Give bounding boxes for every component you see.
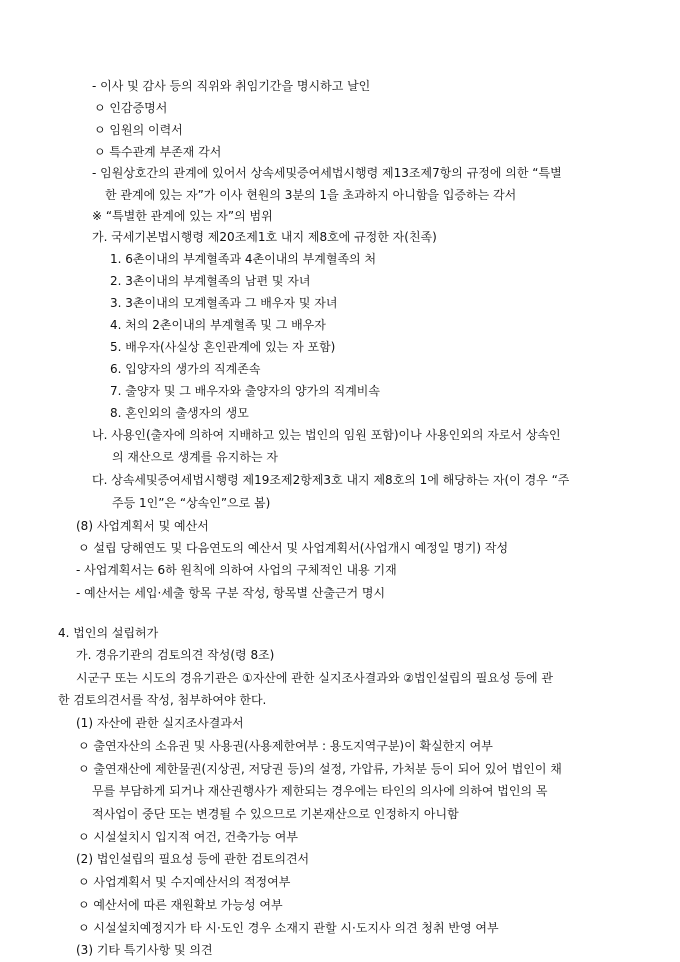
text-line: 가. 경유기관의 검토의견 작성(령 8조) — [76, 648, 275, 662]
text-line: 7. 출양자 및 그 배우자와 출양자의 양가의 직계비속 — [110, 384, 380, 398]
text-line: ㅇ 인감증명서 — [94, 101, 168, 115]
text-line: 한 검토의견서를 작성, 첨부하여야 한다. — [58, 693, 267, 707]
text-line: ㅇ 출연재산에 제한물권(지상권, 저당권 등)의 설정, 가압류, 가처분 등이 되어 있어 법인이 채 — [78, 762, 562, 776]
text-line: ㅇ 시설설치예정지가 타 시·도인 경우 소재지 관할 시·도지사 의견 청취 반영 여부 — [78, 921, 499, 935]
text-line: 시군구 또는 시도의 경유기관은 ①자산에 관한 실지조사결과와 ②법인설립의 필요성 등에 관 — [76, 671, 553, 685]
text-line: (3) 기타 특기사항 및 의견 — [76, 943, 213, 957]
text-line: (2) 법인설립의 필요성 등에 관한 검토의견서 — [76, 852, 310, 866]
text-line: 1. 6촌이내의 부계혈족과 4촌이내의 부계혈족의 처 — [110, 252, 377, 266]
text-line: 8. 혼인외의 출생자의 생모 — [110, 406, 249, 420]
text-line: ㅇ 설립 당해연도 및 다음연도의 예산서 및 사업계획서(사업개시 예정일 명기) 작성 — [78, 541, 509, 555]
text-line: 가. 국세기본법시행령 제20조제1호 내지 제8호에 규정한 자(친족) — [92, 230, 437, 244]
text-line: 한 관계에 있는 자”가 이사 현원의 3분의 1을 초과하지 아니함을 입증하는 각서 — [105, 188, 517, 202]
text-line: ㅇ 사업계획서 및 수지예산서의 적정여부 — [78, 875, 291, 889]
text-line: 적사업이 중단 또는 변경될 수 있으므로 기본재산으로 인정하지 아니함 — [92, 807, 459, 821]
text-line: (1) 자산에 관한 실지조사결과서 — [76, 716, 244, 730]
text-line: (8) 사업계획서 및 예산서 — [76, 519, 209, 533]
text-line: 3. 3촌이내의 모계혈족과 그 배우자 및 자녀 — [110, 296, 338, 310]
text-line: 6. 입양자의 생가의 직계존속 — [110, 362, 261, 376]
text-line: 다. 상속세및증여세법시행령 제19조제2항제3호 내지 제8호의 1에 해당하는 자(이 경우 “주 — [92, 473, 570, 487]
text-line: 2. 3촌이내의 부계혈족의 남편 및 자녀 — [110, 274, 311, 288]
text-line: - 임원상호간의 관계에 있어서 상속세및증여세법시행령 제13조제7항의 규정에 의한 “특별 — [92, 166, 562, 180]
text-line: ㅇ 예산서에 따른 재원확보 가능성 여부 — [78, 898, 283, 912]
text-line: 5. 배우자(사실상 혼인관계에 있는 자 포함) — [110, 340, 336, 354]
text-line: 무를 부담하게 되거나 재산권행사가 제한되는 경우에는 타인의 의사에 의하여 법인의 목 — [92, 784, 548, 798]
section-heading: 4. 법인의 설립허가 — [58, 626, 159, 640]
text-line: 나. 사용인(출자에 의하여 지배하고 있는 법인의 임원 포함)이나 사용인외의 자로서 상속인 — [92, 428, 561, 442]
text-line: - 사업계획서는 6하 원칙에 의하여 사업의 구체적인 내용 기재 — [76, 563, 397, 577]
text-line: ㅇ 특수관계 부존재 각서 — [94, 145, 222, 159]
text-line: 4. 처의 2촌이내의 부계혈족 및 그 배우자 — [110, 318, 326, 332]
text-line: ㅇ 시설설치시 입지적 여건, 건축가능 여부 — [78, 830, 298, 844]
text-line: - 이사 및 감사 등의 직위와 취임기간을 명시하고 날인 — [92, 79, 371, 93]
text-line: ㅇ 임원의 이력서 — [94, 123, 183, 137]
text-line: ※ “특별한 관계에 있는 자”의 범위 — [92, 209, 273, 223]
text-line: ㅇ 출연자산의 소유권 및 사용권(사용제한여부 : 용도지역구분)이 확실한지 여부 — [78, 739, 493, 753]
text-line: - 예산서는 세입·세출 항목 구분 작성, 항목별 산출근거 명시 — [76, 586, 386, 600]
text-line: 주등 1인”은 “상속인”으로 봄) — [112, 496, 271, 510]
text-line: 의 재산으로 생계를 유지하는 자 — [112, 450, 278, 464]
